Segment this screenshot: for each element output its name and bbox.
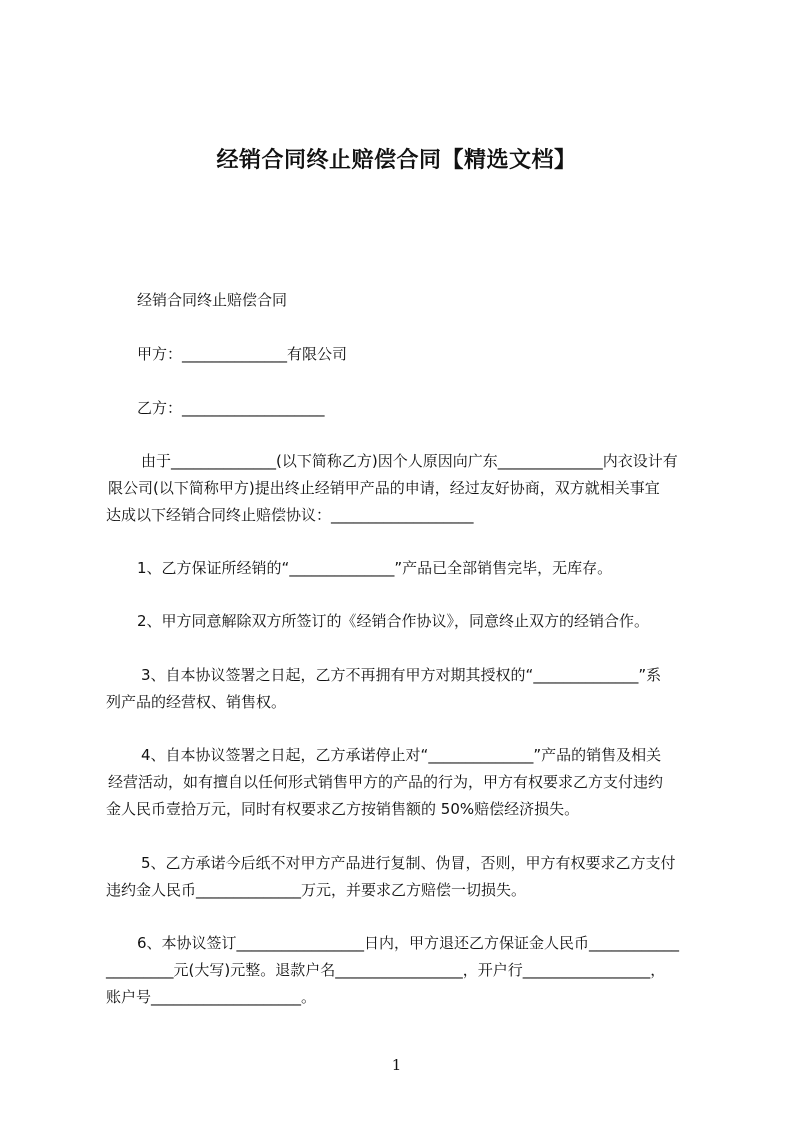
- clause-6-line-3: 账户号____________________。: [106, 988, 317, 1006]
- clause-4-line-2: 经营活动，如有擅自以任何形式销售甲方的产品的行为，甲方有权要求乙方支付违约: [108, 773, 664, 791]
- clause-3-line-2: 列产品的经营权、销售权。: [106, 693, 287, 711]
- clause-6-line-2: _________元(大写)元整。退款户名_________________，开户行_________________，: [106, 961, 666, 979]
- party-a-line: 甲方：______________有限公司: [137, 345, 348, 363]
- intro-line-3: 达成以下经销合同终止赔偿协议：___________________: [106, 506, 474, 524]
- party-b-line: 乙方：___________________: [137, 399, 325, 417]
- clause-2: 2、甲方同意解除双方所签订的《经销合作协议》，同意终止双方的经销合作。: [137, 612, 650, 630]
- page-number: 1: [391, 1056, 402, 1074]
- clause-6-line-1: 6、本协议签订_________________日内，甲方退还乙方保证金人民币____________: [137, 934, 680, 952]
- document-title: 经销合同终止赔偿合同【精选文档】: [216, 148, 577, 173]
- clause-4-line-3: 金人民币壹拾万元，同时有权要求乙方按销售额的 50%赔偿经济损失。: [106, 800, 580, 818]
- clause-3-line-1: 3、自本协议签署之日起，乙方不再拥有甲方对期其授权的“______________”系: [141, 666, 662, 684]
- contract-subtitle: 经销合同终止赔偿合同: [137, 291, 288, 309]
- intro-line-2: 限公司(以下简称甲方)提出终止经销甲产品的申请，经过友好协商，双方就相关事宜: [108, 479, 660, 497]
- clause-5-line-2: 违约金人民币______________万元，并要求乙方赔偿一切损失。: [106, 881, 527, 899]
- intro-line-1: 由于______________(以下简称乙方)因个人原因向广东______________内衣设计有: [141, 452, 678, 470]
- clause-4-line-1: 4、自本协议签署之日起，乙方承诺停止对“______________”产品的销售及相关: [141, 746, 662, 764]
- clause-5-line-1: 5、乙方承诺今后纸不对甲方产品进行复制、伪冒，否则，甲方有权要求乙方支付: [141, 854, 676, 872]
- clause-1: 1、乙方保证所经销的“______________”产品已全部销售完毕，无库存。: [137, 559, 613, 577]
